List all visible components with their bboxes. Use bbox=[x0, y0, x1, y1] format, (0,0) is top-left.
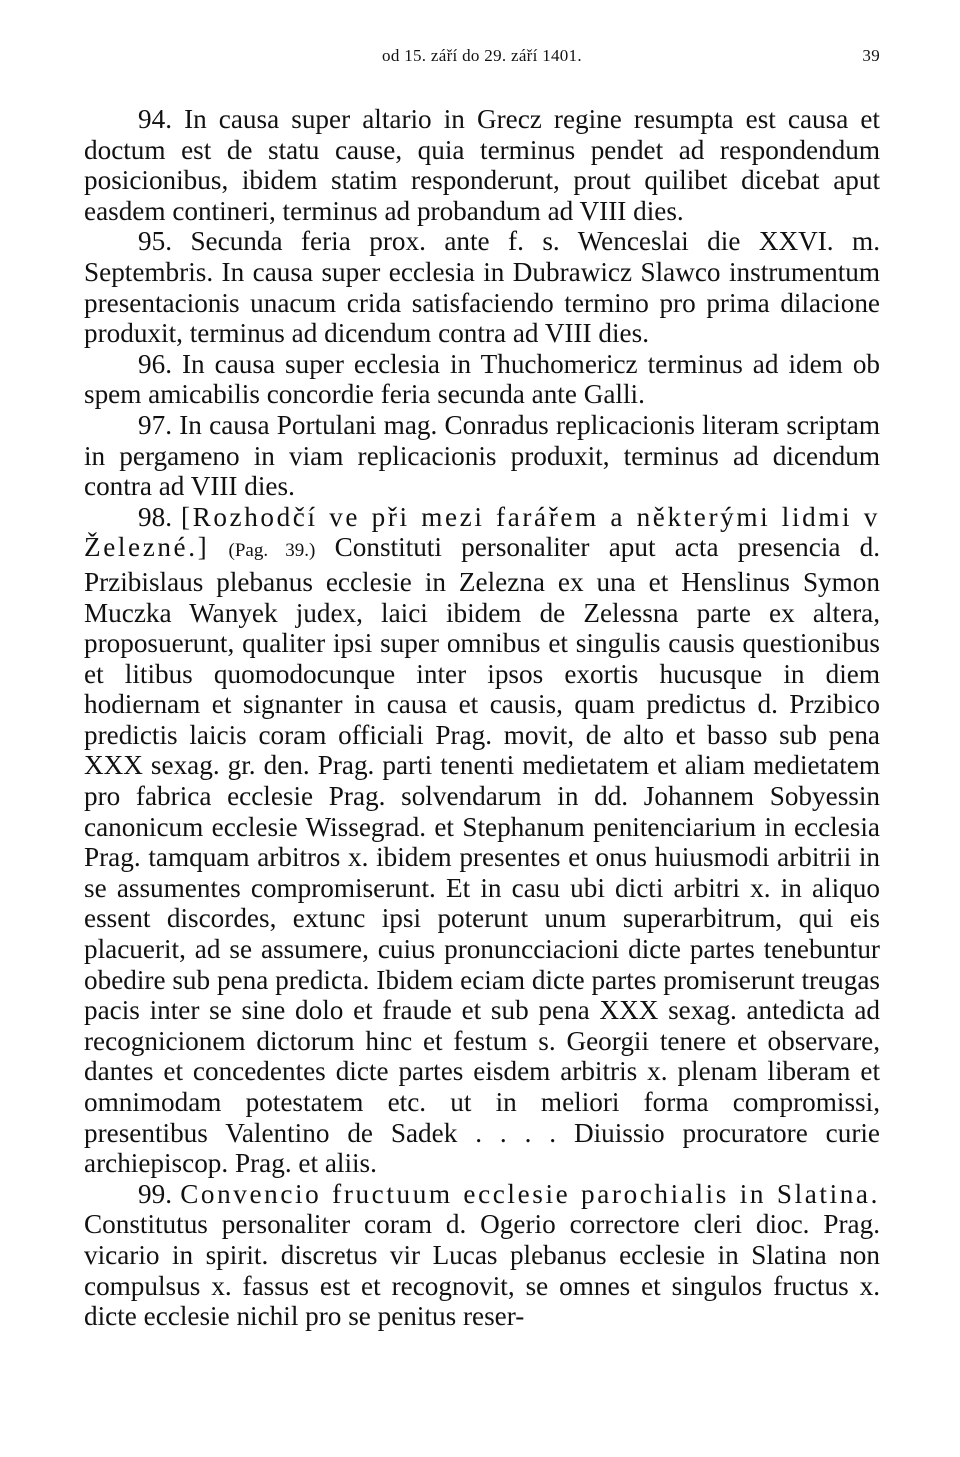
entry-97 bbox=[84, 410, 880, 502]
entry-number: 95. bbox=[138, 226, 172, 257]
entry-94 bbox=[84, 104, 880, 226]
entry-number: 97. bbox=[138, 409, 172, 440]
entry-number: 99. bbox=[138, 1178, 172, 1209]
entry-99 bbox=[84, 1179, 880, 1332]
entry-text: Secunda feria prox. ante f. s. Wenceslai die XXVI. m. Septembris. In causa super ecclesia in Dubrawicz Slawco instrumentum presentacionis unacum crida satisfaciendo termino pro prima dilacione produxit, terminus ad dicendum contra ad VIII dies. bbox=[84, 226, 880, 349]
entry-text: In causa super altario in Grecz regine resumpta est causa et doctum est de statu cause, quia terminus pendet ad respondendum posicionibus, ibidem statim responderunt, prout quilibet dicebat aput easdem contineri, terminus ad probandum ad VIII dies. bbox=[84, 104, 880, 226]
entry-heading: [Rozhodčí ve při mezi farářem a některými lidmi v Železné.] bbox=[84, 501, 880, 563]
entry-text: In causa Portulani mag. Conradus replicacionis literam scriptam in pergameno in viam replicacionis produxit, terminus ad dicendum contra ad VIII dies. bbox=[84, 409, 881, 502]
entry-95 bbox=[84, 226, 880, 348]
entry-number: 96. bbox=[138, 348, 172, 379]
page-reference: (Pag. 39.) bbox=[228, 540, 316, 562]
entry-number: 94. bbox=[138, 104, 172, 134]
entry-text: In causa super ecclesia in Thuchomericz terminus ad idem ob spem amicabilis concordie feria secunda ante Galli. bbox=[84, 348, 881, 410]
entry-text: Constitutus personaliter coram d. Ogerio correctore cleri dioc. Prag. vicario in spirit. discretus vir Lucas plebanus ecclesie in Slatina non compulsus x. fassus est et recognovit, se omnes et singulos fructus x. dicte ecclesie nichil pro se penitus reser- bbox=[84, 1209, 880, 1332]
page-number: 39 bbox=[862, 46, 880, 65]
body-text bbox=[84, 104, 880, 1332]
running-title: od 15. září do 29. září 1401. bbox=[382, 46, 582, 65]
entry-text: Constituti personaliter aput acta presencia d. Przibislaus plebanus ecclesie in Zelezna ex una et Henslinus Symon Muczka Wanyek judex, laici ibidem de Zelessna parte ex altera, proposuerunt, qualiter ipsi super omnibus et singulis causis questionibus et litibus quomodocunque inter ipsos exortis hucusque in diem hodiernam et signanter in causa et causis, quam predictus d. Przibico predictis laicis coram officiali Prag. movit, de alto et basso sub pena XXX sexag. gr. den. Prag. parti tenenti medietatem et aliam medietatem pro fabrica ecclesie Prag. solvendarum in dd. Johannem Sobyessin canonicum ecclesie Wissegrad. et Stephanum penitenciarium in ecclesia Prag. tamquam arbitros x. ibidem presentes et onus huiusmodi arbitrii in se assumentes compromiserunt. Et in casu ubi dicti arbitri x. in aliquo essent discordes, extunc ipsi poterunt unum superarbitrum, qui eis placuerit, ad se assumere, cuius pronuncciacioni dicte partes tenebuntur obedire sub pena predicta. Ibidem eciam dicte partes promiserunt treugas pacis inter se sine dolo et fraude et sub pena XXX sexag. antedicta ad recognicionem dictorum hinc et festum s. Georgii tenere et observare, dantes et concedentes dicte partes eisdem arbitris x. plenam liberam et omnimodam potestatem etc. ut in meliori forma compromissi, presentibus Valentino de Sadek . . . . Diuissio procuratore curie archiepiscop. Prag. et aliis. bbox=[84, 532, 881, 1179]
entry-number: 98. bbox=[138, 501, 172, 532]
entry-heading: Convencio fructuum ecclesie parochialis in Slatina. bbox=[180, 1178, 880, 1209]
entry-98 bbox=[84, 502, 880, 1179]
running-header bbox=[84, 46, 880, 70]
entry-96 bbox=[84, 349, 880, 410]
